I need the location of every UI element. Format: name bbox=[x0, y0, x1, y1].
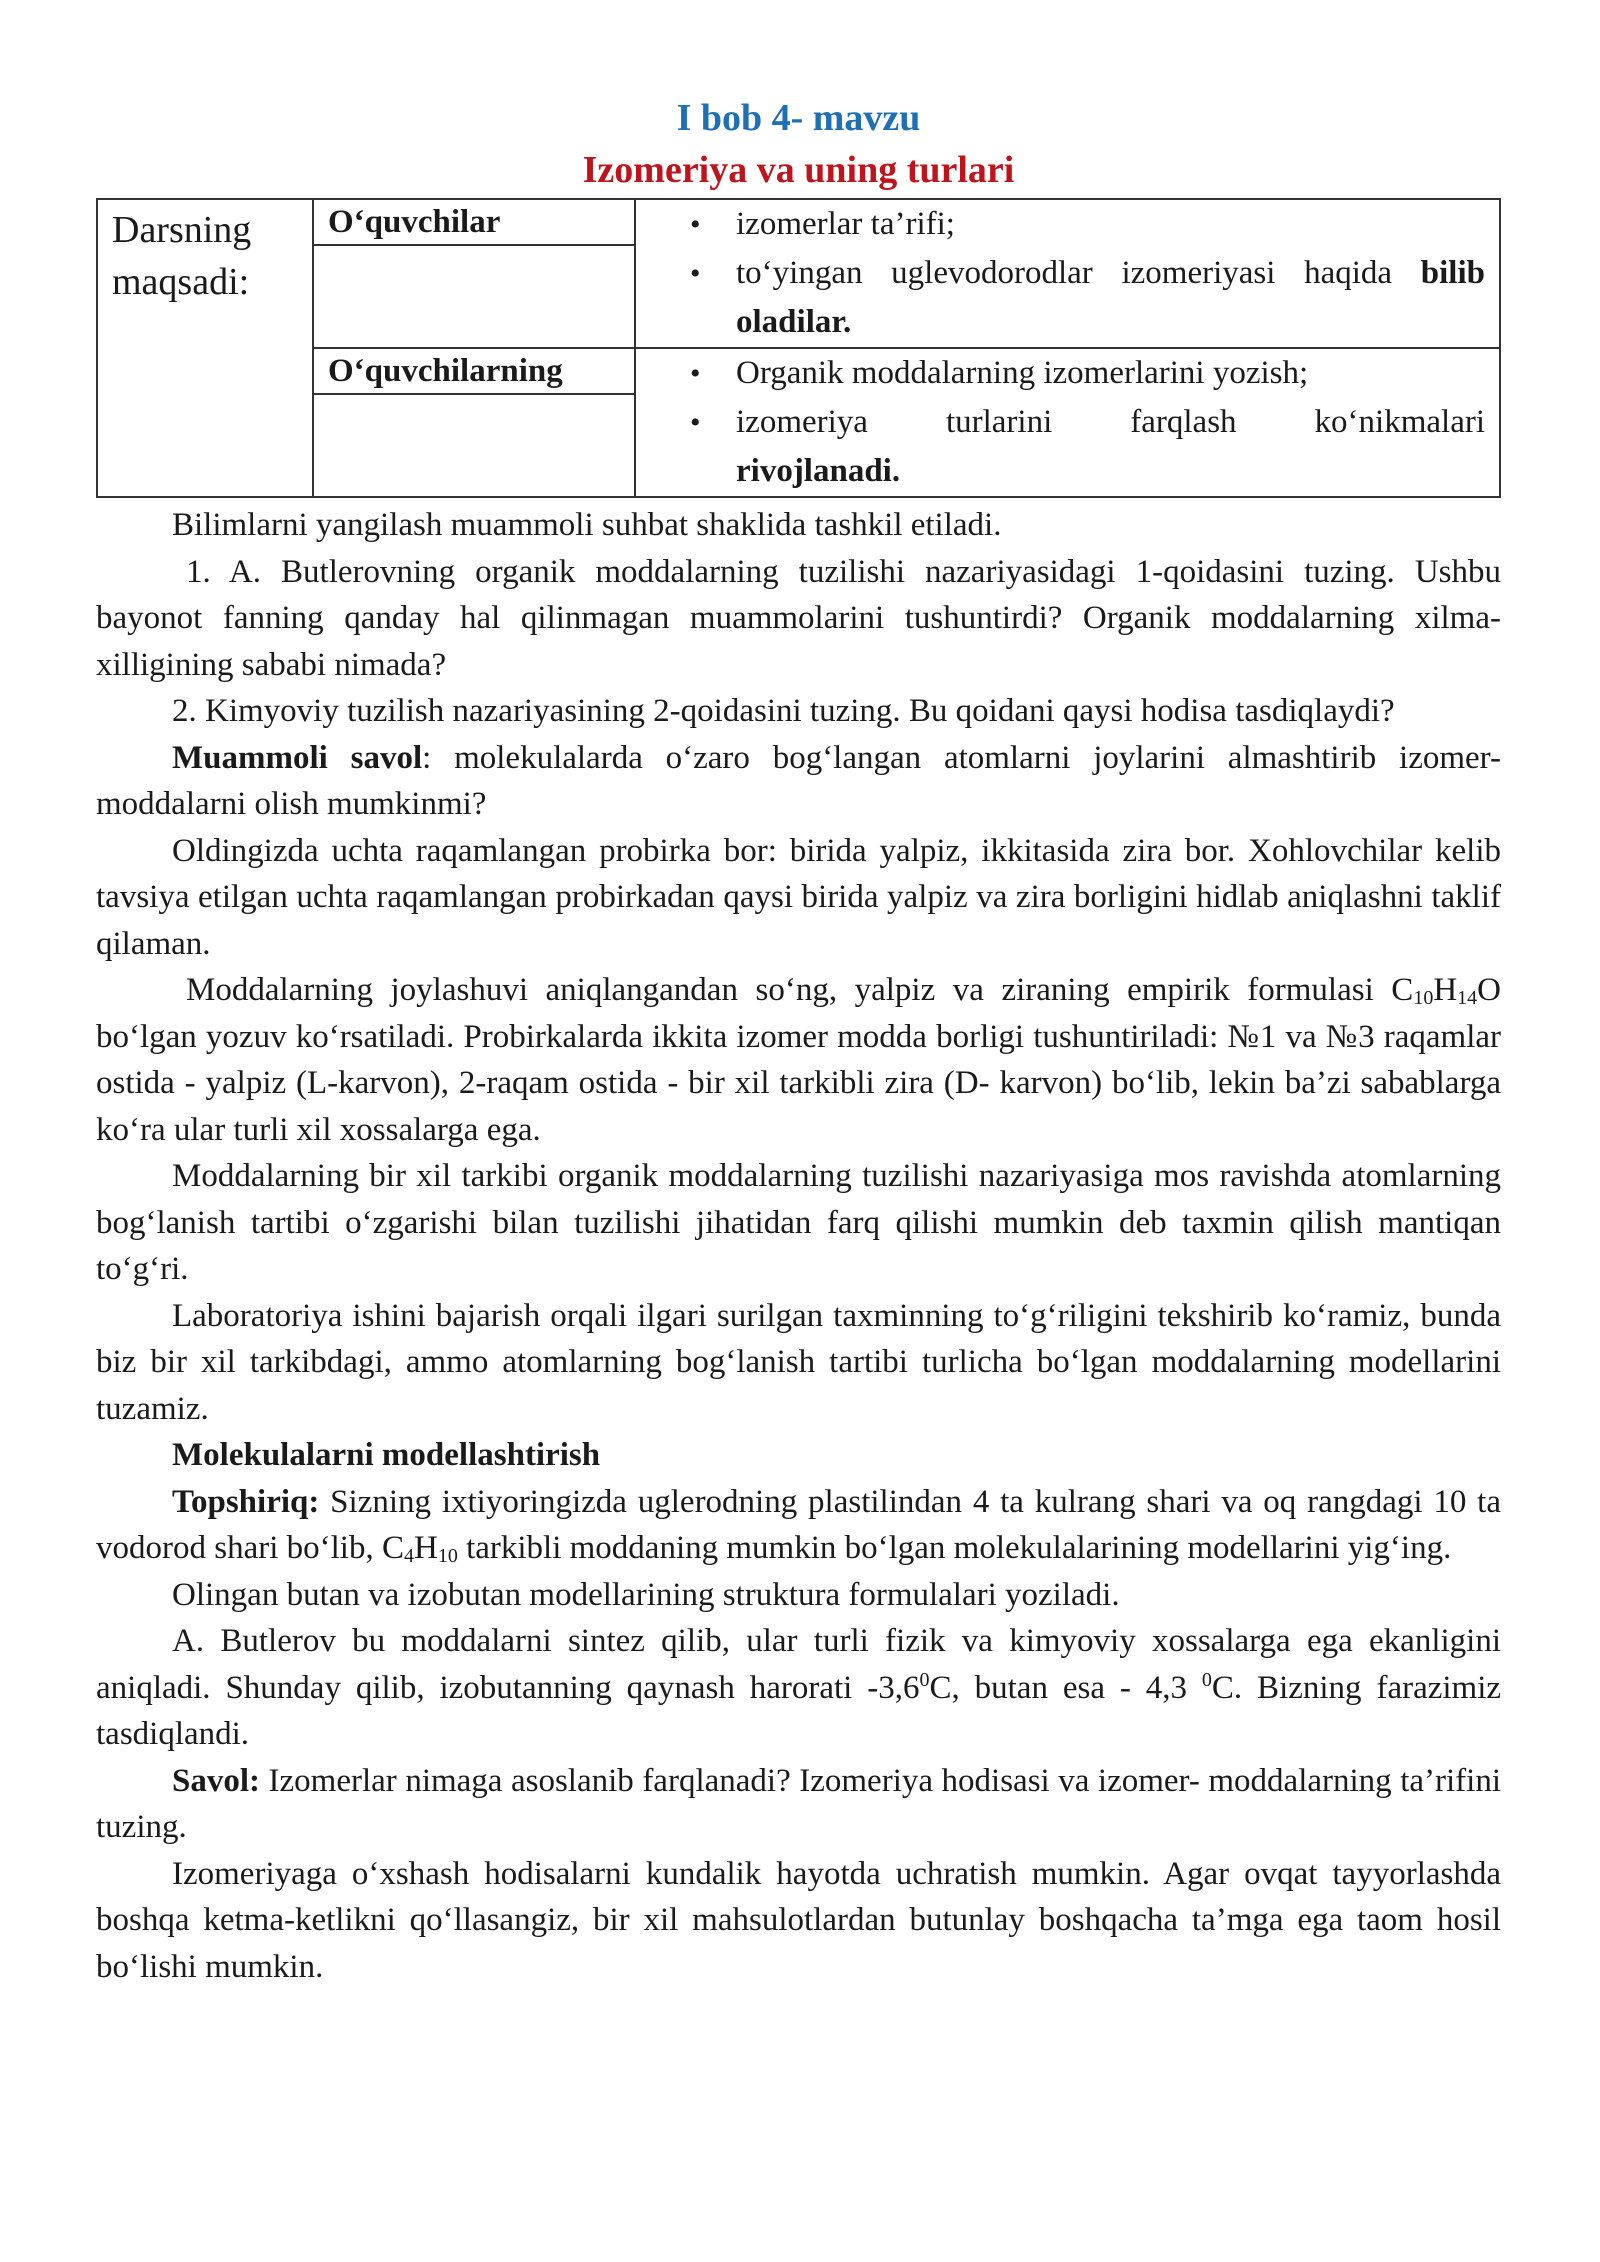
paragraph: Moddalarning bir xil tarkibi organik moddalarning tuzilishi nazariyasiga mos ravishda atomlarning bog‘lanish tartibi o‘zgarishi bilan tuzilishi jihatidan farq qilishi mumkin deb taxmin qilish mantiqan to‘g‘ri. bbox=[96, 1158, 1501, 1287]
goals-label-line1: Darsning bbox=[112, 209, 252, 251]
goals-label-line2: maqsadi: bbox=[112, 261, 250, 303]
chapter-heading: I bob 4- mavzu bbox=[676, 97, 921, 139]
section-subheading: Molekulalarni modellashtirish bbox=[172, 1437, 601, 1473]
superscript: 0 bbox=[919, 1668, 930, 1691]
lesson-goals-table bbox=[96, 198, 1501, 498]
lesson-title: Izomeriya va uning turlari bbox=[582, 149, 1015, 191]
subscript: 14 bbox=[1457, 987, 1478, 1009]
subscript: 10 bbox=[1413, 987, 1434, 1009]
list-item bbox=[736, 249, 1485, 347]
paragraph bbox=[96, 1618, 1501, 1758]
paragraph-text: : molekulalarda o‘zaro bog‘langan atomlarni joylarini almashtirib izomer- moddalarni olish mumkinmi? bbox=[96, 739, 1502, 822]
paragraph-text: O bo‘lgan yozuv ko‘rsatiladi. Probirkalarda ikkita izomer modda borligi tushuntiriladi: №1 va №3 raqamlar ostida - yalpiz (L-karvon), 2-raqam ostida - bir xil tarkibli zira (D- karvon) bo‘lib, lekin ba’zi sabablarga ko‘ra ular turli xil xossalarga ega. bbox=[96, 972, 1501, 1148]
paragraph-text: C. Bizning farazimiz tasdiqlandi. bbox=[96, 1669, 1502, 1752]
who-cell bbox=[313, 348, 635, 497]
goals-label-cell bbox=[97, 199, 313, 497]
goal-text: • izomeriya turlarini farqlash ko‘nikmalari bbox=[736, 404, 1485, 440]
who-cell bbox=[313, 199, 635, 348]
paragraph bbox=[96, 967, 1501, 1153]
paragraph-text: H bbox=[413, 1530, 438, 1566]
who-label: O‘quvchilar bbox=[314, 200, 634, 246]
goal-text: izomerlar ta’rifi; bbox=[736, 206, 955, 242]
superscript: 0 bbox=[1201, 1668, 1212, 1691]
paragraph bbox=[96, 735, 1501, 828]
table-row bbox=[97, 199, 1500, 348]
paragraph-text: C, butan esa - 4,3 bbox=[929, 1669, 1202, 1706]
list-item bbox=[736, 398, 1485, 496]
list-item bbox=[736, 200, 1485, 249]
who-label: O‘quvchilarning bbox=[314, 349, 634, 395]
paragraph bbox=[96, 1479, 1501, 1572]
goals-list-cell bbox=[635, 199, 1500, 348]
list-item bbox=[736, 349, 1485, 398]
paragraph-text: Sizning ixtiyoringizda uglerodning plastilindan 4 ta kulrang shari va oq rangdagi 10 ta vodorod shari bo‘lib, C bbox=[96, 1483, 1501, 1566]
goal-text-bold: bilib oladilar. bbox=[736, 255, 1485, 340]
paragraph-text: Izomerlar nimaga asoslanib farqlanadi? Izomeriya hodisasi va izomer- moddalarning ta’rifini tuzing. bbox=[96, 1762, 1501, 1845]
document-page bbox=[96, 92, 1501, 1990]
paragraph: Bilimlarni yangilash muammoli suhbat shaklida tashkil etiladi. bbox=[172, 507, 1002, 543]
paragraph-text: tarkibli moddaning mumkin bo‘lgan molekulalarining modellarini yig‘ing. bbox=[457, 1530, 1452, 1566]
paragraph bbox=[96, 1758, 1501, 1851]
paragraph: Izomeriyaga o‘xshash hodisalarni kundalik hayotda uchratish mumkin. Agar ovqat tayyorlashda boshqa ketma-ketlikni qo‘llasangiz, bir xil mahsulotlardan butunlay boshqacha ta’mga ega taom hosil bo‘lishi mumkin. bbox=[96, 1855, 1501, 1985]
paragraph-text: H bbox=[1433, 972, 1458, 1008]
bold-lead: Savol: bbox=[172, 1762, 261, 1799]
subscript: 4 bbox=[403, 1545, 414, 1567]
lesson-body bbox=[96, 502, 1501, 1990]
bold-lead: Muammoli savol bbox=[172, 739, 423, 776]
paragraph: Olingan butan va izobutan modellarining struktura formulalari yoziladi. bbox=[172, 1576, 1120, 1613]
paragraph: 1. A. Butlerovning organik moddalarning tuzilishi nazariyasidagi 1-qoidasini tuzing. Ushbu bayonot fanning qanday hal qilinmagan muammolarini tushuntirdi? Organik moddalarning xilma-xilligining sababi nimada? bbox=[96, 553, 1501, 683]
paragraph-text: A. Butlerov bu moddalarni sintez qilib, ular turli fizik va kimyoviy xossalarga ega ekanligini aniqladi. Shunday qilib, izobutanning qaynash harorati -3,6 bbox=[96, 1623, 1501, 1706]
goal-text-bold: rivojlanadi. bbox=[736, 453, 901, 489]
subscript: 10 bbox=[437, 1545, 458, 1567]
paragraph-text: Moddalarning joylashuvi aniqlangandan so‘ng, yalpiz va ziraning empirik formulasi C bbox=[186, 972, 1414, 1008]
paragraph bbox=[96, 1432, 1501, 1479]
goal-text: Organik moddalarning izomerlarini yozish; bbox=[736, 355, 1309, 391]
paragraph: Oldingizda uchta raqamlangan probirka bor: birida yalpiz, ikkitasida zira bor. Xohlovchilar kelib tavsiya etilgan uchta raqamlangan probirkadan qaysi birida yalpiz va zira borligini hidlab aniqlashni taklif qilaman. bbox=[96, 832, 1501, 962]
goal-text: to‘yingan uglevodorodlar izomeriyasi haqida bbox=[736, 255, 1393, 291]
paragraph: 2. Kimyoviy tuzilish nazariyasining 2-qoidasini tuzing. Bu qoidani qaysi hodisa tasdiqlaydi? bbox=[172, 693, 1395, 729]
goals-list-cell bbox=[635, 348, 1500, 497]
goals-list bbox=[676, 349, 1485, 496]
paragraph: Laboratoriya ishini bajarish orqali ilgari surilgan taxminning to‘g‘riligini tekshirib ko‘ramiz, bunda biz bir xil tarkibdagi, ammo atomlarning bog‘lanish tartibi turlicha bo‘lgan moddalarning modellarini tuzamiz. bbox=[96, 1297, 1501, 1427]
bold-lead: Topshiriq: bbox=[172, 1483, 320, 1520]
goals-list bbox=[676, 200, 1485, 347]
